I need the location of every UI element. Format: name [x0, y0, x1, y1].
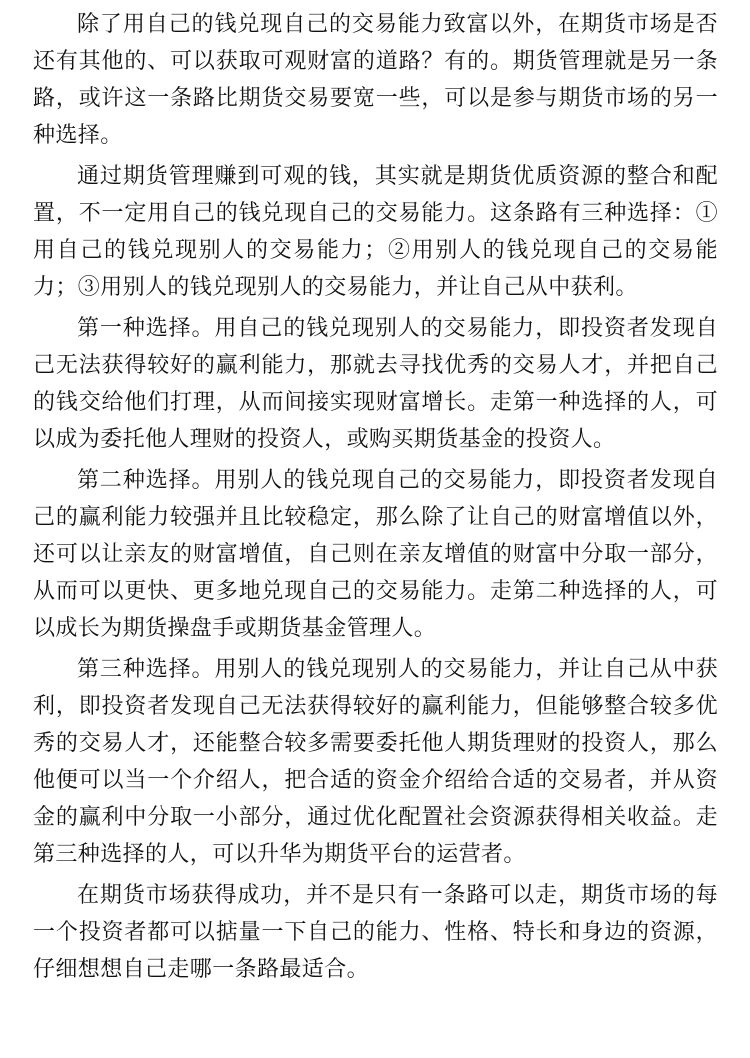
paragraph-1: 除了用自己的钱兑现自己的交易能力致富以外，在期货市场是否还有其他的、可以获取可观财富的道路？有的。期货管理就是另一条路，或许这一条路比期货交易要宽一些，可以是参与期货市场的另一种选择。 [33, 12, 718, 148]
paragraph-6: 在期货市场获得成功，并不是只有一条路可以走，期货市场的每一个投资者都可以掂量一下自己的能力、性格、特长和身边的资源，仔细想想自己走哪一条路最适合。 [33, 883, 718, 982]
paragraph-3: 第一种选择。用自己的钱兑现别人的交易能力，即投资者发现自己无法获得较好的赢利能力，那就去寻找优秀的交易人才，并把自己的钱交给他们打理，从而间接实现财富增长。走第一种选择的人，可以成为委托他人理财的投资人，或购买期货基金的投资人。 [33, 316, 718, 452]
paragraph-4: 第二种选择。用别人的钱兑现自己的交易能力，即投资者发现自己的赢利能力较强并且比较稳定，那么除了让自己的财富增值以外，还可以让亲友的财富增值，自己则在亲友增值的财富中分取一部分，从而可以更快、更多地兑现自己的交易能力。走第二种选择的人，可以成长为期货操盘手或期货基金管理人。 [33, 468, 718, 641]
paragraph-5: 第三种选择。用别人的钱兑现别人的交易能力，并让自己从中获利，即投资者发现自己无法获得较好的赢利能力，但能够整合较多优秀的交易人才，还能整合较多需要委托他人期货理财的投资人，那么他便可以当一个介绍人，把合适的资金介绍给合适的交易者，并从资金的赢利中分取一小部分，通过优化配置社会资源获得相关收益。走第三种选择的人，可以升华为期货平台的运营者。 [33, 657, 718, 867]
paragraph-2: 通过期货管理赚到可观的钱，其实就是期货优质资源的整合和配置，不一定用自己的钱兑现自己的交易能力。这条路有三种选择：①用自己的钱兑现别人的交易能力；②用别人的钱兑现自己的交易能力；③用别人的钱兑现别人的交易能力，并让自己从中获利。 [33, 164, 718, 300]
